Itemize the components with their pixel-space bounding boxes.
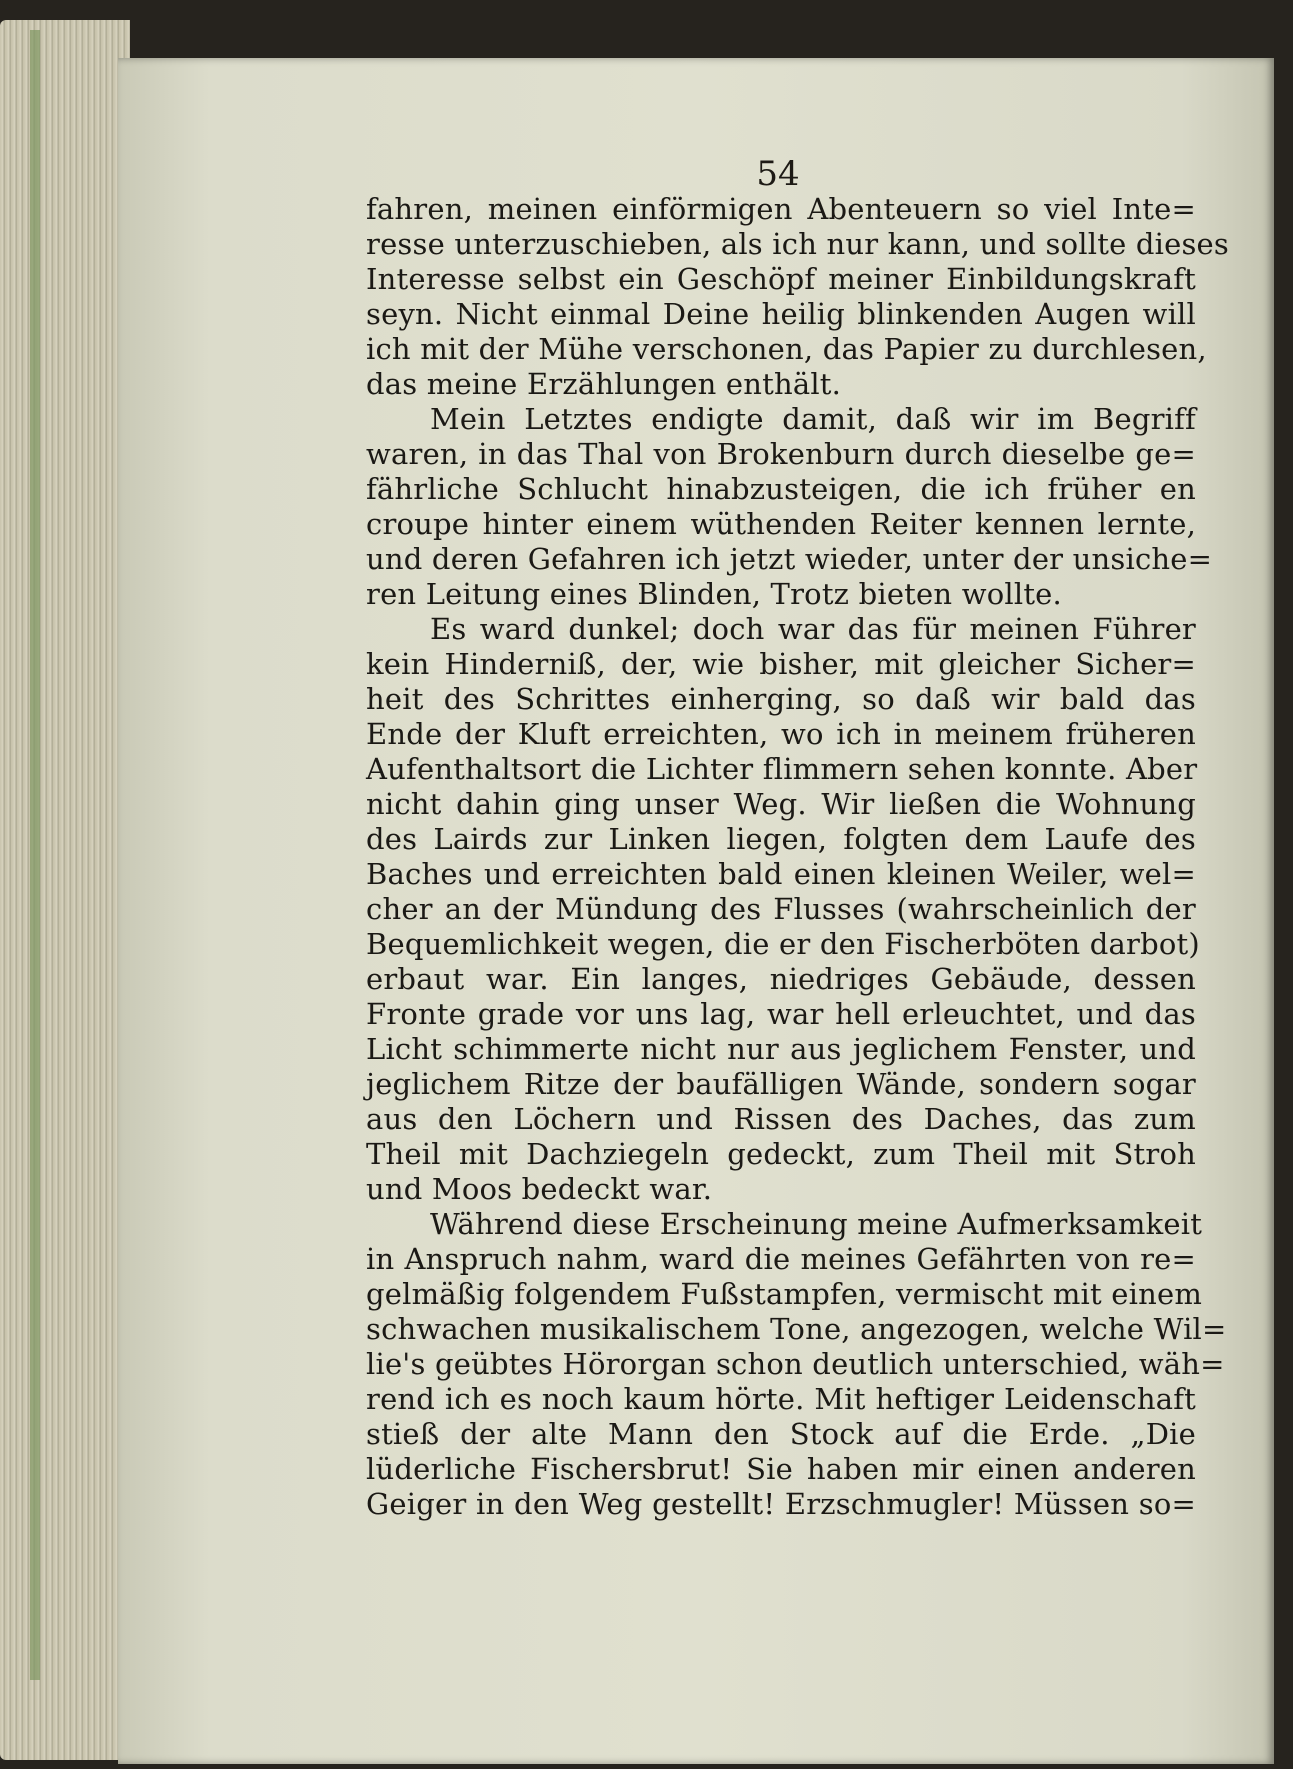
text-line: stieß der alte Mann den Stock auf die Erde. „Die	[366, 1417, 1196, 1451]
text-line: croupe hinter einem wüthenden Reiter kennen lernte,	[366, 507, 1196, 541]
text-line: Aufenthaltsort die Lichter flimmern sehen konnte. Aber	[366, 752, 1198, 786]
text-line: Theil mit Dachziegeln gedeckt, zum Theil mit Stroh	[366, 1137, 1196, 1171]
text-line: lie's geübtes Hörorgan schon deutlich unterschied, wäh=	[366, 1347, 1225, 1381]
text-line: heit des Schrittes einherging, so daß wir bald das	[366, 682, 1196, 716]
text-line: schwachen musikalischem Tone, angezogen, welche Wil=	[366, 1312, 1227, 1346]
page-edges-stain	[30, 30, 40, 1680]
text-line: kein Hinderniß, der, wie bisher, mit gleicher Sicher=	[366, 647, 1196, 681]
text-line: fährliche Schlucht hinabzusteigen, die ich früher en	[366, 472, 1196, 506]
page-number: 54	[756, 154, 800, 194]
text-line: aus den Löchern und Rissen des Daches, das zum	[366, 1102, 1196, 1136]
text-line: Licht schimmerte nicht nur aus jeglichem Fenster, und	[366, 1032, 1196, 1066]
page-edges	[0, 20, 130, 1760]
text-line: ich mit der Mühe verschonen, das Papier zu durchlesen,	[366, 332, 1207, 366]
text-line: jeglichem Ritze der baufälligen Wände, sondern sogar	[366, 1067, 1196, 1101]
text-line: Ende der Kluft erreichten, wo ich in meinem früheren	[366, 717, 1196, 751]
text-line: erbaut war. Ein langes, niedriges Gebäude, dessen	[366, 962, 1196, 996]
body-text	[366, 192, 1229, 1522]
text-line: rend ich es noch kaum hörte. Mit heftiger Leidenschaft	[366, 1382, 1196, 1416]
text-line: seyn. Nicht einmal Deine heilig blinkenden Augen will	[366, 297, 1196, 331]
text-line: Geiger in den Weg gestellt! Erzschmugler! Müssen so=	[366, 1487, 1196, 1521]
text-line: Bequemlichkeit wegen, die er den Fischerböten darbot)	[366, 927, 1200, 961]
text-line: Interesse selbst ein Geschöpf meiner Einbildungskraft	[366, 262, 1196, 296]
text-line: das meine Erzählungen enthält.	[366, 367, 842, 401]
text-line: und Moos bedeckt war.	[366, 1172, 713, 1206]
text-line: gelmäßig folgendem Fußstampfen, vermischt mit einem	[366, 1277, 1203, 1311]
text-line: nicht dahin ging unser Weg. Wir ließen die Wohnung	[366, 787, 1196, 821]
text-line: des Lairds zur Linken liegen, folgten dem Laufe des	[366, 822, 1196, 856]
text-line: in Anspruch nahm, ward die meines Gefährten von re=	[366, 1242, 1196, 1276]
text-line: Fronte grade vor uns lag, war hell erleuchtet, und das	[366, 997, 1196, 1031]
text-line: Mein Letztes endigte damit, daß wir im Begriff	[430, 402, 1196, 436]
text-line: lüderliche Fischersbrut! Sie haben mir einen anderen	[366, 1452, 1196, 1486]
text-line: fahren, meinen einförmigen Abenteuern so viel Inte=	[366, 192, 1196, 226]
text-line: cher an der Mündung des Flusses (wahrscheinlich der	[366, 892, 1196, 926]
text-line: Baches und erreichten bald einen kleinen Weiler, wel=	[366, 857, 1196, 891]
text-line: ren Leitung eines Blinden, Trotz bieten wollte.	[366, 577, 1062, 611]
text-line: resse unterzuschieben, als ich nur kann, und sollte dieses	[366, 227, 1229, 261]
text-line: Es ward dunkel; doch war das für meinen Führer	[430, 612, 1196, 646]
text-line: Während diese Erscheinung meine Aufmerksamkeit	[430, 1207, 1203, 1241]
text-line: waren, in das Thal von Brokenburn durch dieselbe ge=	[366, 437, 1196, 471]
text-line: und deren Gefahren ich jetzt wieder, unter der unsiche=	[366, 542, 1213, 576]
